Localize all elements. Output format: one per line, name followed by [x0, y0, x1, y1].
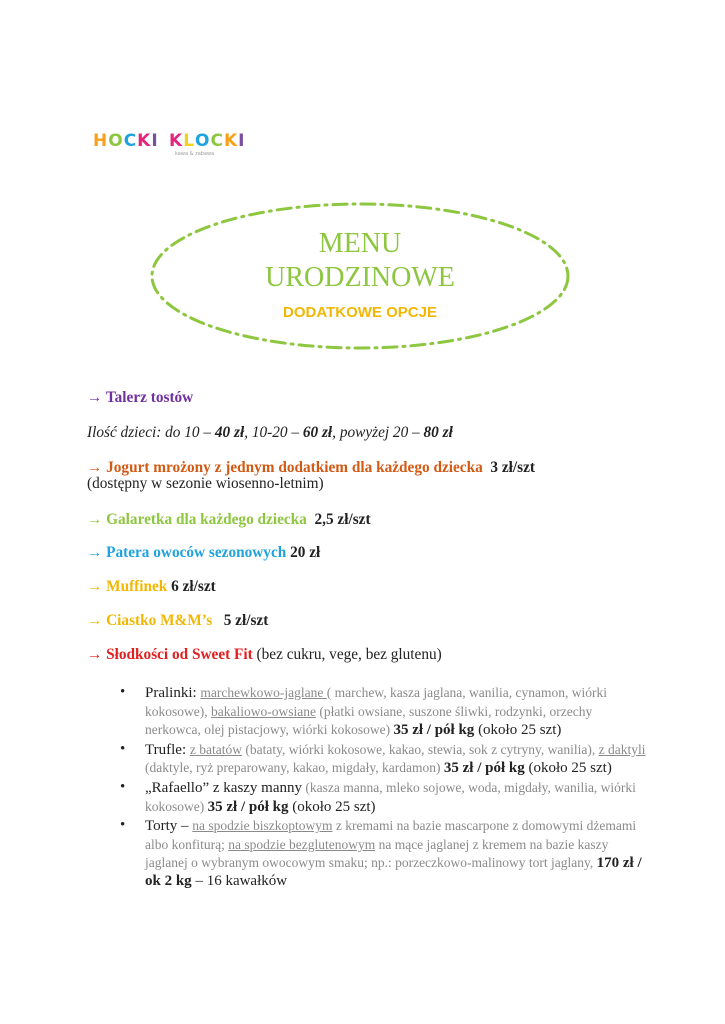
item-price: 3 zł/szt	[490, 459, 535, 476]
arrow-icon: →	[87, 578, 107, 595]
item-talerz-tostow	[87, 388, 193, 407]
item-note: (bez cukru, vege, bez glutenu)	[252, 646, 442, 663]
variant-ingredients: (płatki owsiane, suszone śliwki, rodzynki, orzechy nerkowca, olej pistacjowy, wiórki kokosowe)	[145, 703, 593, 738]
variant-ingredients: ( marchew, kasza jaglana, wanilia, cynamon, wiórki kokosowe),	[145, 685, 608, 719]
variant-name: bakaliowo-owsiane	[211, 703, 316, 719]
item-price: 5 zł/szt	[223, 612, 269, 629]
item-label: Pralinki:	[145, 685, 201, 701]
item-label: Torty –	[145, 818, 193, 835]
item-price: 35 zł / pół kg	[443, 760, 525, 777]
item-patera	[87, 543, 320, 562]
bullet-icon: •	[120, 740, 126, 757]
list-item-torty	[120, 817, 650, 890]
logo-letter: I	[151, 131, 159, 151]
variant-ingredients: z kremami na bazie mascarpone z domowymi dżemami albo konfiturą;	[145, 818, 637, 852]
item-muffinek	[87, 577, 216, 596]
item-jogurt-note: (dostępny w sezonie wiosenno-letnim)	[87, 475, 324, 492]
logo-letter: I	[238, 131, 246, 151]
variant-name: na spodzie biszkoptowym	[192, 818, 333, 834]
logo-letter: O	[108, 131, 124, 151]
logo-letter: K	[223, 131, 239, 151]
item-label: „Rafaello” z kaszy manny	[145, 779, 303, 796]
price-value: 80 zł	[423, 424, 453, 441]
item-price: 6 zł/szt	[171, 578, 216, 595]
list-item-trufle	[120, 741, 650, 778]
variant-name: z batatów	[189, 741, 242, 757]
variant-ingredients: na mące jaglanej z kremem na bazie kaszy jaglanej o wybranym owocowym smaku; np.: porzeczkowo-malinowy tort jaglany,	[145, 836, 609, 871]
arrow-icon: →	[87, 389, 106, 406]
item-name: Muffinek	[106, 578, 168, 595]
arrow-icon: →	[87, 544, 107, 561]
price-value: 60 zł	[302, 424, 333, 441]
item-price: 2,5 zł/szt	[314, 511, 371, 528]
item-price: 35 zł / pół kg	[207, 798, 289, 815]
logo-tagline: kawa & zabawa	[175, 151, 215, 157]
item-name: Jogurt mrożony z jednym dodatkiem dla każdego dziecka	[106, 459, 483, 476]
logo-letter: C	[210, 131, 224, 151]
page-title-line1: MENU	[318, 228, 402, 259]
item-name: Ciastko M&M’s	[106, 612, 213, 629]
item-name: Talerz tostów	[105, 389, 194, 406]
item-ciastko	[87, 611, 268, 630]
item-galaretka	[87, 510, 371, 529]
item-talerz-tostow-prices	[87, 423, 453, 442]
page-title-line2: URODZINOWE	[265, 262, 455, 293]
item-name: Patera owoców sezonowych	[106, 544, 287, 561]
item-quantity: – 16 kawałków	[191, 872, 288, 889]
item-price: 35 zł / pół kg	[393, 722, 475, 739]
logo-letter: C	[123, 131, 138, 151]
logo-word-hocki	[93, 131, 159, 151]
item-price: 170 zł / ok 2 kg	[145, 855, 642, 889]
variant-name: marchewkowo-jaglane	[200, 685, 327, 700]
logo-word-klocki	[169, 131, 245, 151]
item-label: Trufle:	[145, 741, 190, 758]
logo-letter: K	[137, 131, 152, 151]
list-item-rafaello	[120, 779, 650, 816]
arrow-icon: →	[87, 511, 107, 528]
logo-letter: H	[93, 131, 109, 151]
item-quantity: (około 25 szt)	[474, 722, 562, 739]
item-price: 20 zł	[290, 544, 321, 561]
bullet-icon: •	[120, 817, 126, 834]
item-name: Galaretka dla każdego dziecka	[106, 511, 307, 528]
price-value: 40 zł	[214, 424, 245, 441]
item-quantity: (około 25 szt)	[288, 798, 376, 815]
list-item-pralinki	[120, 684, 650, 740]
variant-name: na spodzie bezglutenowym	[228, 836, 376, 852]
bullet-icon: •	[120, 778, 126, 795]
logo	[93, 131, 253, 161]
page-subtitle: DODATKOWE OPCJE	[283, 304, 437, 321]
price-text: Ilość dzieci: do 10 –	[87, 424, 215, 441]
logo-letter: O	[195, 131, 211, 151]
variant-ingredients: (kasza manna, mleko sojowe, woda, migdały, wanilia, wiórki kokosowe)	[145, 779, 636, 814]
variant-ingredients: (daktyle, ryż preparowany, kakao, migdały, kardamon)	[145, 760, 444, 776]
logo-letter: K	[169, 131, 184, 151]
variant-name: z daktyli	[598, 741, 646, 757]
item-name: Słodkości od Sweet Fit	[106, 646, 253, 663]
bullet-icon: •	[120, 684, 126, 700]
arrow-icon: →	[87, 646, 107, 663]
item-sweetfit	[87, 645, 442, 664]
arrow-icon: →	[87, 612, 107, 629]
logo-letter: L	[183, 131, 196, 151]
sweetfit-list	[120, 684, 650, 892]
price-text: , 10-20 –	[244, 424, 303, 441]
variant-ingredients: (bataty, wiórki kokosowe, kakao, stewia, sok z cytryny, wanilia),	[241, 741, 599, 757]
item-quantity: (około 25 szt)	[524, 760, 612, 777]
arrow-icon: →	[87, 459, 107, 476]
price-text: , powyżej 20 –	[332, 424, 424, 441]
